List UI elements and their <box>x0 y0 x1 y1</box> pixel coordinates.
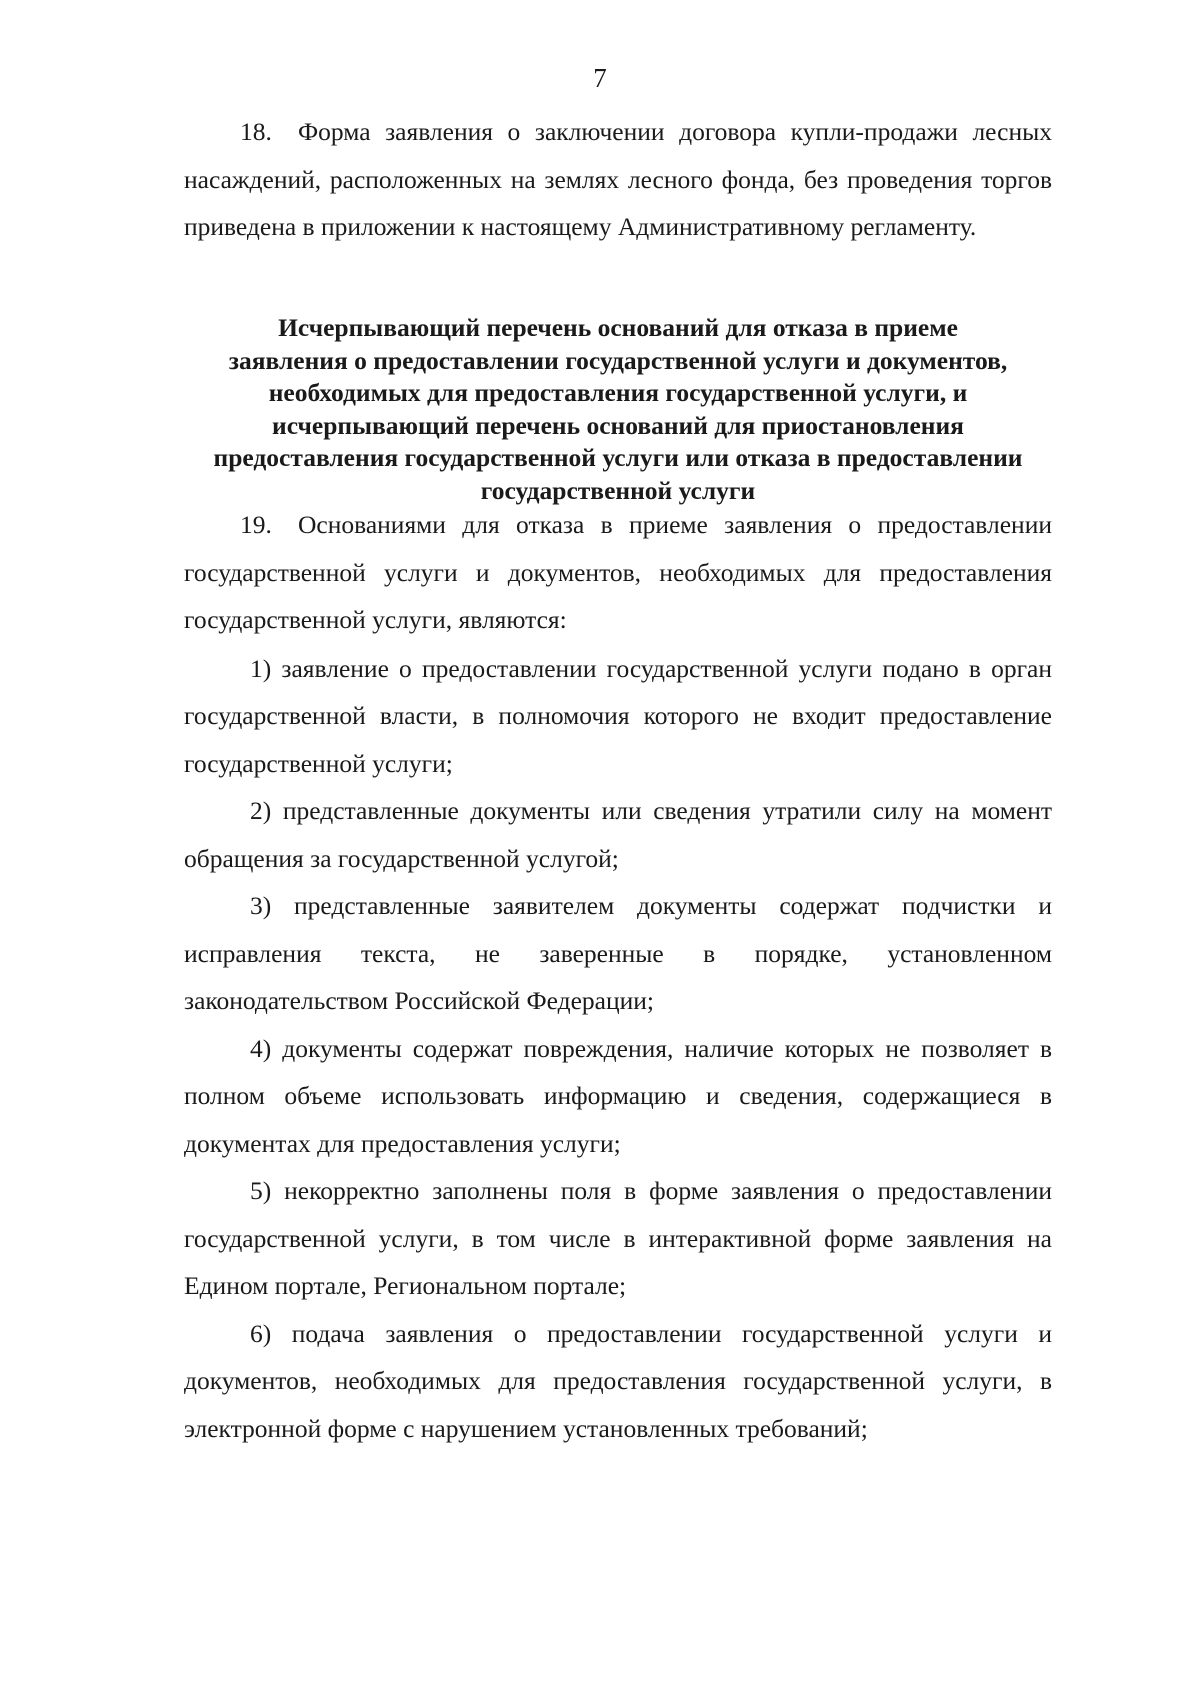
list-item: 6) подача заявления о предоставлении государственной услуги и документов, необходимых для предоставления государственной услуги, в электронной форме с нарушением установленных требований; <box>184 1318 1052 1443</box>
list-item: 3) представленные заявителем документы содержат подчистки и исправления текста, не заверенные в порядке, установленном законодательством Российской Федерации; <box>184 891 1052 1015</box>
list-item: 5) некорректно заполнены поля в форме заявления о предоставлении государственной услуги, в том числе в интерактивной форме заявления на Едином портале, Региональном портале; <box>184 1176 1052 1300</box>
list-item: 1) заявление о предоставлении государственной услуги подано в орган государственной власти, в полномочия которого не входит предоставление государственной услуги; <box>184 653 1052 778</box>
paragraph-19-text <box>184 501 1052 644</box>
section-heading <box>184 312 1052 507</box>
list-item: 4) документы содержат повреждения, наличие которых не позволяет в полном объеме использовать информацию и сведения, содержащиеся в документах для предоставления услуги; <box>184 1033 1052 1158</box>
paragraph-18 <box>184 108 1052 251</box>
paragraph-18-text <box>184 108 1052 251</box>
heading-line: необходимых для предоставления государственной услуги, и <box>268 378 968 407</box>
list-item: 2) представленные документы или сведения утратили силу на момент обращения за государственной услугой; <box>184 796 1052 873</box>
paragraph-19-body: Основаниями для отказа в приеме заявления о предоставлении государственной услуги и документов, необходимых для предоставления государственной услуги, являются: <box>184 510 1052 634</box>
heading-line: Исчерпывающий перечень оснований для отказа в приеме <box>278 313 958 342</box>
heading-line: предоставления государственной услуги или отказа в предоставлении <box>213 443 1023 472</box>
heading-line: государственной услуги <box>480 475 756 505</box>
heading-line: исчерпывающий перечень оснований для приостановления <box>272 410 964 440</box>
paragraph-18-number: 18. <box>240 117 272 146</box>
paragraph-18-body: Форма заявления о заключении договора купли-продажи лесных насаждений, расположенных на землях лесного фонда, без проведения торгов приведена в приложении к настоящему Административному регламенту. <box>184 117 1052 241</box>
paragraph-19 <box>184 501 1052 1452</box>
heading-line: заявления о предоставлении государственной услуги и документов, <box>228 345 1008 375</box>
page-number: 7 <box>593 63 607 93</box>
paragraph-19-number: 19. <box>240 510 272 539</box>
